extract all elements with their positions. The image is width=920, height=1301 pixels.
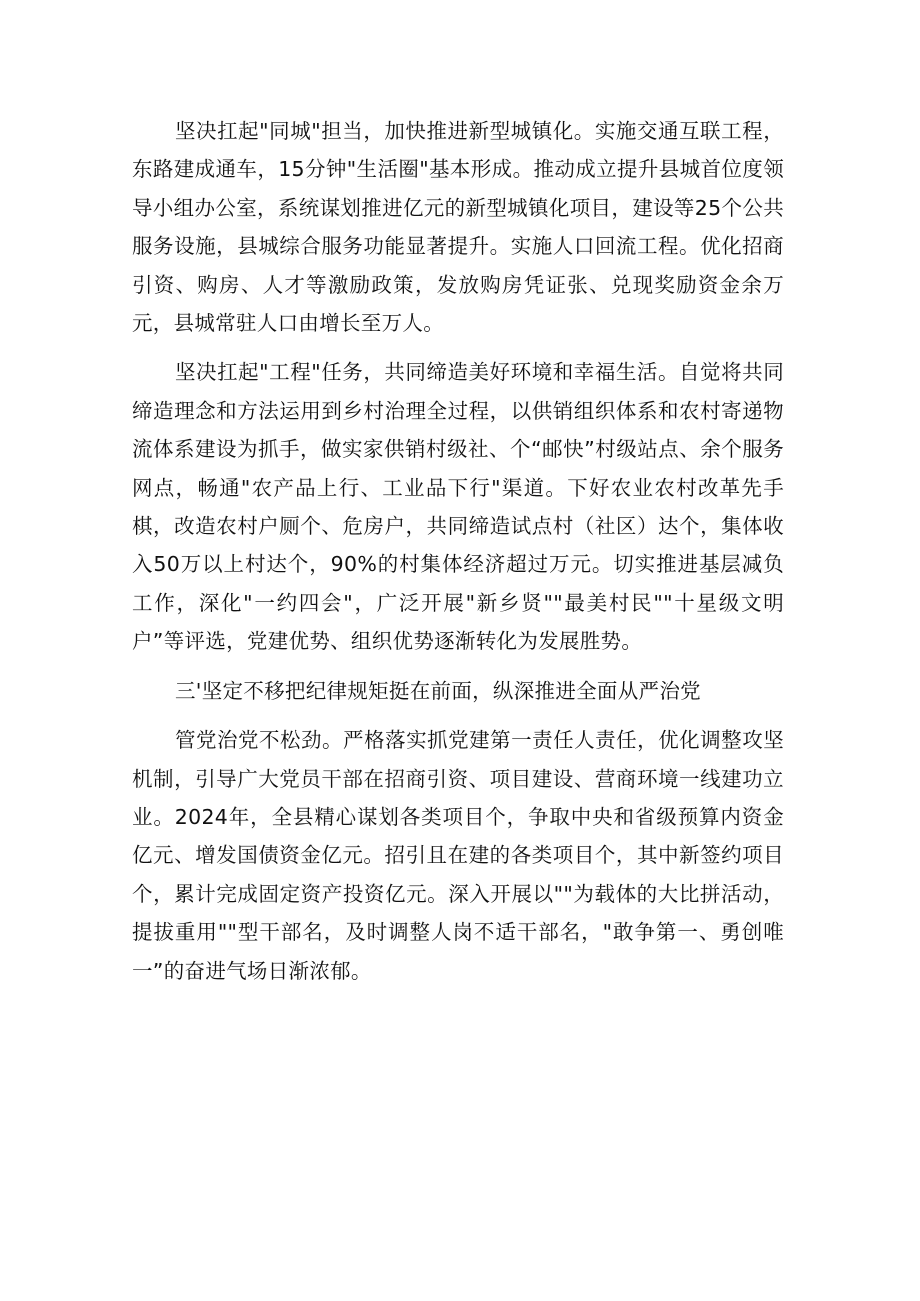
paragraph-gap [132,710,784,721]
paragraph-urbanization: 坚决扛起"同城"担当，加快推进新型城镇化。实施交通互联工程，东路建成通车，15分钟"生活圈"基本形成。推动成立提升县城首位度领导小组办公室，系统谋划推进亿元的新型城镇化项目，建设等25个公共服务设施，县城综合服务功能显著提升。实施人口回流工程。优化招商引资、购房、人才等激励政策，发放购房凭证张、兑现奖励资金余万元，县城常驻人口由增长至万人。 [132,119,784,336]
paragraph-gap [132,342,784,353]
section-heading: 三'坚定不移把纪律规矩挺在前面，纵深推进全面从严治党 [175,678,701,703]
paragraph-gap [132,661,784,672]
document-body [132,112,784,990]
paragraph-party-governance: 管党治党不松劲。严格落实抓党建第一责任人责任，优化调整攻坚机制，引导广大党员干部在招商引资、项目建设、营商环境一线建功立业。2024年，全县精心谋划各类项目个，争取中央和省级预算内资金亿元、增发国债资金亿元。招引且在建的各类项目个，其中新签约项目个，累计完成固定资产投资亿元。深入开展以""为载体的大比拼活动，提拔重用""型干部名，及时调整人岗不适干部名，"敢争第一、勇创唯一”的奋进气场日渐浓郁。 [132,728,784,983]
paragraph-rural-governance: 坚决扛起"工程"任务，共同缔造美好环境和幸福生活。自觉将共同缔造理念和方法运用到乡村治理全过程，以供销组织体系和农村寄递物流体系建设为抓手，做实家供销村级社、个“邮快”村级站点、余个服务网点，畅通"农产品上行、工业品下行"渠道。下好农业农村改革先手棋，改造农村户厕个、危房户，共同缔造试点村（社区）达个，集体收入50万以上村达个，90%的村集体经济超过万元。切实推进基层减负工作，深化"一约四会"，广泛开展"新乡贤""最美村民""十星级文明户”等评选，党建优势、组织优势逐渐转化为发展胜势。 [132,360,784,654]
